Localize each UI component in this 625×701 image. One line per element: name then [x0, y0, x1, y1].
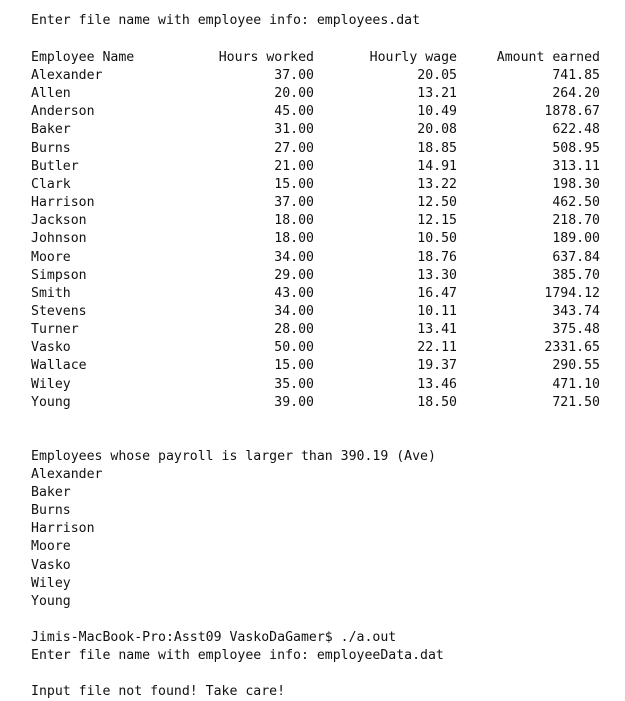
hourly-wage-cell: 18.50 — [417, 394, 457, 410]
summary-name-item: Wiley — [31, 575, 71, 591]
hours-worked-cell: 34.00 — [274, 249, 314, 265]
employee-name-cell: Simpson — [31, 267, 87, 283]
summary-heading: Employees whose payroll is larger than 390.19 (Ave) — [31, 449, 436, 464]
hours-worked-cell: 21.00 — [274, 158, 314, 174]
file-prompt-label: Enter file name with employee info: — [31, 13, 317, 28]
summary-name-item: Young — [31, 593, 71, 609]
amount-earned-cell: 290.55 — [552, 358, 600, 374]
employee-name-cell: Baker — [31, 122, 71, 138]
shell-prompt: Jimis-MacBook-Pro:Asst09 VaskoDaGamer$ — [31, 630, 341, 645]
amount-earned-cell: 1878.67 — [544, 104, 600, 120]
employee-name-cell: Wallace — [31, 358, 87, 374]
table-row — [0, 140, 625, 158]
hours-worked-cell: 37.00 — [274, 68, 314, 83]
hourly-wage-cell: 20.05 — [417, 68, 457, 83]
employee-name-cell: Burns — [31, 140, 71, 156]
table-row — [0, 267, 625, 285]
table-header — [0, 49, 625, 67]
amount-earned-cell: 2331.65 — [544, 340, 600, 356]
table-row — [0, 339, 625, 357]
hourly-wage-cell: 13.22 — [417, 176, 457, 192]
summary-name-item: Alexander — [31, 467, 103, 482]
hours-worked-cell: 29.00 — [274, 267, 314, 283]
hours-worked-cell: 15.00 — [274, 176, 314, 192]
table-row — [0, 194, 625, 212]
amount-earned-cell: 721.50 — [552, 394, 600, 410]
hours-worked-cell: 34.00 — [274, 303, 314, 319]
table-row — [0, 121, 625, 139]
shell-command-line — [31, 629, 396, 647]
hourly-wage-cell: 19.37 — [417, 358, 457, 374]
file-prompt-label-2: Enter file name with employee info: — [31, 648, 317, 663]
table-row — [0, 357, 625, 375]
employee-name-cell: Allen — [31, 86, 71, 102]
hourly-wage-cell: 13.46 — [417, 376, 457, 392]
employee-name-cell: Turner — [31, 322, 79, 338]
employee-name-cell: Young — [31, 394, 71, 410]
table-row — [0, 103, 625, 121]
summary-name-item: Moore — [31, 539, 71, 555]
hourly-wage-cell: 20.08 — [417, 122, 457, 138]
amount-earned-cell: 198.30 — [552, 176, 600, 192]
table-row — [0, 176, 625, 194]
employee-name-cell: Jackson — [31, 213, 87, 229]
file-prompt-line-2 — [31, 647, 444, 665]
table-row — [0, 249, 625, 267]
file-prompt-value: employees.dat — [316, 13, 421, 28]
file-prompt-line — [31, 12, 420, 30]
amount-earned-cell: 508.95 — [552, 140, 600, 156]
hours-worked-cell: 35.00 — [274, 376, 314, 392]
header-amount-earned: Amount earned — [496, 50, 600, 65]
hourly-wage-cell: 18.76 — [417, 249, 457, 265]
header-employee-name: Employee Name — [31, 50, 135, 65]
hours-worked-cell: 28.00 — [274, 322, 314, 338]
file-prompt-value-2: employeeData.dat — [316, 648, 444, 663]
amount-earned-cell: 218.70 — [552, 213, 600, 229]
table-row — [0, 303, 625, 321]
employee-name-cell: Butler — [31, 158, 79, 174]
hours-worked-cell: 45.00 — [274, 104, 314, 120]
hours-worked-cell: 15.00 — [274, 358, 314, 374]
table-row — [0, 212, 625, 230]
amount-earned-cell: 637.84 — [552, 249, 600, 265]
amount-earned-cell: 462.50 — [552, 195, 600, 211]
hourly-wage-cell: 12.15 — [417, 213, 457, 229]
hours-worked-cell: 18.00 — [274, 213, 314, 229]
amount-earned-cell: 1794.12 — [544, 285, 600, 301]
hourly-wage-cell: 18.85 — [417, 140, 457, 156]
summary-name-item: Vasko — [31, 557, 71, 573]
amount-earned-cell: 385.70 — [552, 267, 600, 283]
hourly-wage-cell: 22.11 — [417, 340, 457, 356]
shell-command: ./a.out — [340, 630, 397, 645]
table-row — [0, 67, 625, 85]
employee-name-cell: Johnson — [31, 231, 87, 247]
hourly-wage-cell: 14.91 — [417, 158, 457, 174]
employee-name-cell: Anderson — [31, 104, 95, 120]
hours-worked-cell: 37.00 — [274, 195, 314, 211]
hourly-wage-cell: 16.47 — [417, 285, 457, 301]
hourly-wage-cell: 12.50 — [417, 195, 457, 211]
employee-name-cell: Moore — [31, 249, 71, 265]
summary-name-item: Harrison — [31, 521, 95, 537]
employee-name-cell: Vasko — [31, 340, 71, 356]
hourly-wage-cell: 10.50 — [417, 231, 457, 247]
table-row — [0, 321, 625, 339]
hourly-wage-cell: 13.30 — [417, 267, 457, 283]
table-row — [0, 376, 625, 394]
employee-name-cell: Wiley — [31, 376, 71, 392]
table-row — [0, 85, 625, 103]
amount-earned-cell: 313.11 — [552, 158, 600, 174]
hours-worked-cell: 43.00 — [274, 285, 314, 301]
header-hourly-wage: Hourly wage — [369, 50, 457, 65]
employee-name-cell: Stevens — [31, 303, 87, 319]
amount-earned-cell: 264.20 — [552, 86, 600, 102]
hours-worked-cell: 27.00 — [274, 140, 314, 156]
header-hours-worked: Hours worked — [218, 50, 314, 65]
table-row — [0, 158, 625, 176]
table-row — [0, 230, 625, 248]
amount-earned-cell: 741.85 — [552, 68, 600, 83]
amount-earned-cell: 375.48 — [552, 322, 600, 338]
table-row — [0, 285, 625, 303]
employee-name-cell: Clark — [31, 176, 71, 192]
hours-worked-cell: 50.00 — [274, 340, 314, 356]
summary-name-item: Baker — [31, 485, 71, 501]
hourly-wage-cell: 13.21 — [417, 86, 457, 102]
amount-earned-cell: 189.00 — [552, 231, 600, 247]
amount-earned-cell: 471.10 — [552, 376, 600, 392]
table-row — [0, 394, 625, 412]
error-message: Input file not found! Take care! — [31, 684, 286, 699]
hours-worked-cell: 39.00 — [274, 394, 314, 410]
amount-earned-cell: 622.48 — [552, 122, 600, 138]
employee-name-cell: Smith — [31, 285, 71, 301]
amount-earned-cell: 343.74 — [552, 303, 600, 319]
summary-name-item: Burns — [31, 503, 71, 519]
hours-worked-cell: 31.00 — [274, 122, 314, 138]
hours-worked-cell: 20.00 — [274, 86, 314, 102]
hours-worked-cell: 18.00 — [274, 231, 314, 247]
employee-name-cell: Alexander — [31, 68, 103, 83]
hourly-wage-cell: 10.49 — [417, 104, 457, 120]
employee-name-cell: Harrison — [31, 195, 95, 211]
hourly-wage-cell: 10.11 — [417, 303, 457, 319]
hourly-wage-cell: 13.41 — [417, 322, 457, 338]
